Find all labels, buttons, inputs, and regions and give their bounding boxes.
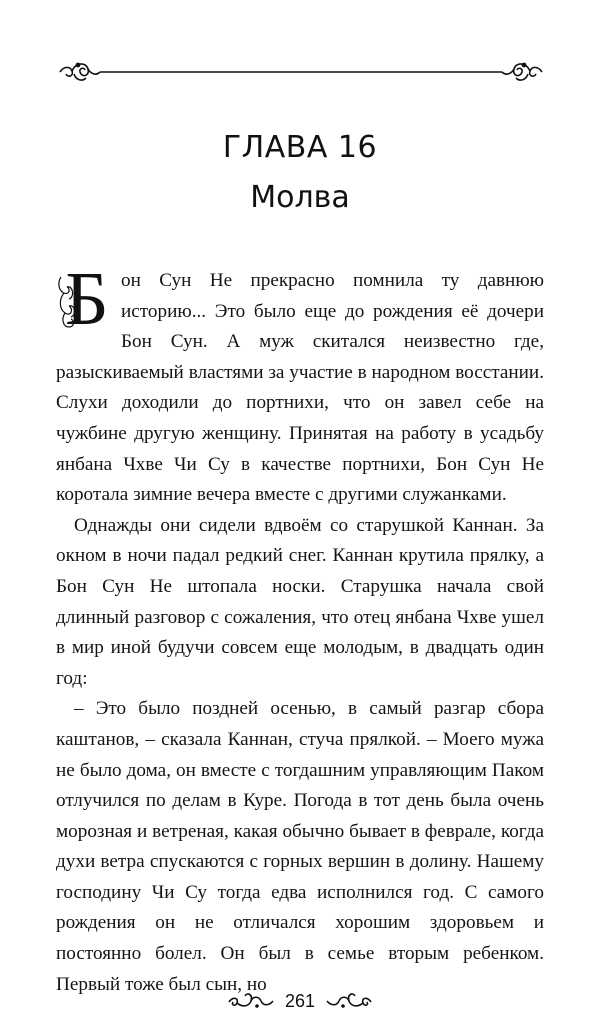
footer-right-ornament-icon [325, 990, 373, 1012]
body-text [56, 257, 544, 1000]
drop-cap [55, 257, 117, 341]
footer-left-ornament-icon [227, 990, 275, 1012]
paragraph: Однажды они сидели вдвоём со старушкой Каннан. За окном в ночи падал редкий снег. Каннан крутила прялку, а Бон Сун Не штопала носки. Старушка начала свой длинный разговор с сожаления, что отец янбана Чхве ушел в мир иной будучи совсем еще молодым, в двадцать один год: [56, 514, 544, 689]
paragraph [56, 257, 544, 511]
page-footer [0, 984, 600, 1018]
header-right-ornament-icon [502, 63, 542, 80]
paragraph-text: он Сун Не прекрасно помнила ту давнюю историю... Это было еще до рождения её дочери Бон Сун. А муж скитался неизвестно где, разыскиваемый властями за участие в народном восстании. Слухи доходили до портнихи, что он завел себе на чужбине другую женщину. Принятая на работу в усадьбу янбана Чхве Чи Су в качестве портнихи, Бон Сун Не коротала зимние вечера вместе с другими служанками. [56, 270, 544, 506]
header-ornament-rule [58, 56, 544, 86]
chapter-title: Молва [250, 180, 350, 215]
header-left-ornament-icon [60, 63, 100, 80]
page-number: 261 [284, 990, 316, 1011]
paragraph: – Это было поздней осенью, в самый разгар сбора каштанов, – сказала Каннан, стуча прялкой. – Моего мужа не было дома, он вместе с тогдашним управляющим Паком отлучился по делам в Куре. Погода в тот день была очень морозная и ветреная, какая обычно бывает в феврале, когда духи ветра спускаются с горных вершин в долину. Нашему господину Чи Су тогда едва исполнился год. С самого рождения он не отличался хорошим здоровьем и постоянно болел. Он был в семье вторым ребенком. Первый тоже был сын, но [56, 698, 544, 995]
chapter-number: ГЛАВА 16 [222, 130, 378, 165]
drop-cap-letter: Б [65, 257, 109, 341]
